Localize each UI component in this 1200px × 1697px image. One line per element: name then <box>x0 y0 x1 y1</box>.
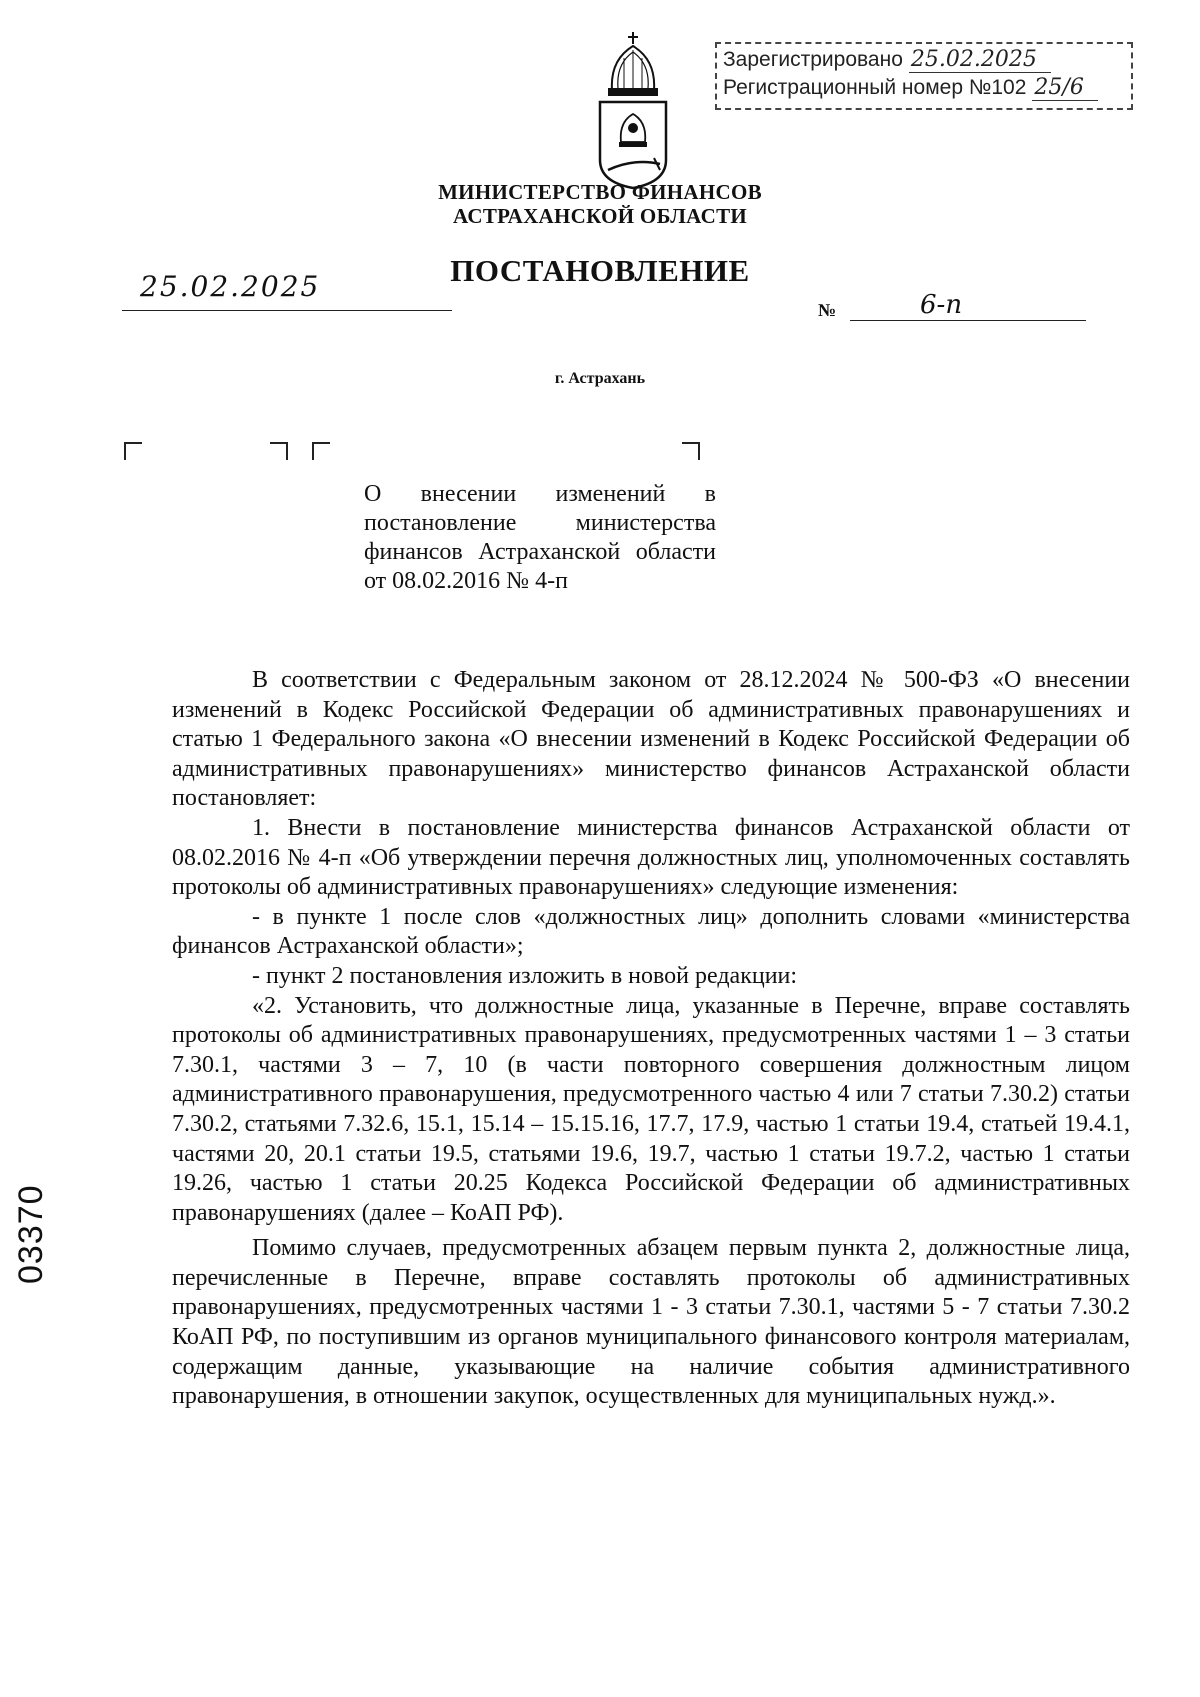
registration-number-label: Регистрационный номер №102 <box>723 76 1027 99</box>
ministry-name-line1: МИНИСТЕРСТВО ФИНАНСОВ <box>438 180 762 204</box>
corner-bracket-top-right <box>682 442 700 460</box>
ministry-name-line2: АСТРАХАНСКОЙ ОБЛАСТИ <box>452 204 748 228</box>
document-body <box>172 666 1130 1412</box>
corner-bracket-mid-right <box>270 442 288 460</box>
document-subject: О внесении изменений в постановление министерства финансов Астраханской области от 08.02.2016 № 4-п <box>364 481 716 594</box>
body-paragraph-amendment-2: - пункт 2 постановления изложить в новой редакции: <box>252 962 798 989</box>
side-registry-code: 03370 <box>12 1184 50 1284</box>
number-underline <box>850 270 1086 321</box>
registration-number-value: 25/6 <box>1032 75 1097 101</box>
document-number: 6-п <box>920 290 963 320</box>
document-type-title: ПОСТАНОВЛЕНИЕ <box>450 253 750 288</box>
coat-of-arms-emblem <box>594 30 672 190</box>
city: г. Астрахань <box>554 370 646 387</box>
corner-bracket-mid-left <box>312 442 330 460</box>
body-paragraph-preamble: В соответствии с Федеральным законом от 28.12.2024 № 500-ФЗ «О внесении изменений в Кодекс Российской Федерации об административных правонарушениях и статью 1 Федерального закона «О внесении изменений в Кодекс Российской Федерации об административных правонарушениях» министерство финансов Астраханской области постановляет: <box>172 667 1130 812</box>
document-date: 25.02.2025 <box>140 270 321 303</box>
registration-number-row <box>723 74 1125 102</box>
number-sign: № <box>818 300 837 320</box>
body-paragraph-new-item-2-continued: Помимо случаев, предусмотренных абзацем первым пункта 2, должностные лица, перечисленные в Перечне, вправе составлять протоколы об административных правонарушениях, предусмотренных частями 1 - 3 статьи 7.30.1, частями 5 - 7 статьи 7.30.2 КоАП РФ, по поступившим из органов муниципального финансового контроля материалам, содержащим данные, указывающие на наличие события административного правонарушения, в отношении закупок, осуществленных для муниципальных нужд.». <box>172 1235 1130 1410</box>
registration-date-row <box>723 46 1125 74</box>
body-paragraph-new-item-2: «2. Установить, что должностные лица, указанные в Перечне, вправе составлять протоколы об административных правонарушениях, предусмотренных частями 1 – 3 статьи 7.30.1, частями 3 – 7, 10 (в части повторного совершения должностным лицом административного правонарушения, предусмотренного частью 4 или 7 статьи 7.30.2) статьи 7.30.2, статьями 7.32.6, 15.1, 15.14 – 15.15.16, 17.7, 17.9, частью 1 статьи 19.4, статьей 19.4.1, частями 20, 20.1 статьи 19.5, статьями 19.6, 19.7, частью 1 статьи 19.7.2, частью 1 статьи 19.26, частью 1 статьи 20.25 Кодекса Российской Федерации об административных правонарушениях (далее – КоАП РФ). <box>172 992 1130 1226</box>
body-paragraph-amendment-1: - в пункте 1 после слов «должностных лиц» дополнить словами «министерства финансов Астраханской области»; <box>172 903 1130 960</box>
registered-label: Зарегистрировано <box>723 48 903 71</box>
registered-date: 25.02.2025 <box>909 47 1051 73</box>
corner-bracket-top-left <box>124 442 142 460</box>
registration-stamp <box>715 42 1133 110</box>
body-paragraph-item-1: 1. Внести в постановление министерства финансов Астраханской области от 08.02.2016 № 4-п «Об утверждении перечня должностных лиц, уполномоченных составлять протоколы об административных правонарушениях» следующие изменения: <box>172 814 1130 901</box>
